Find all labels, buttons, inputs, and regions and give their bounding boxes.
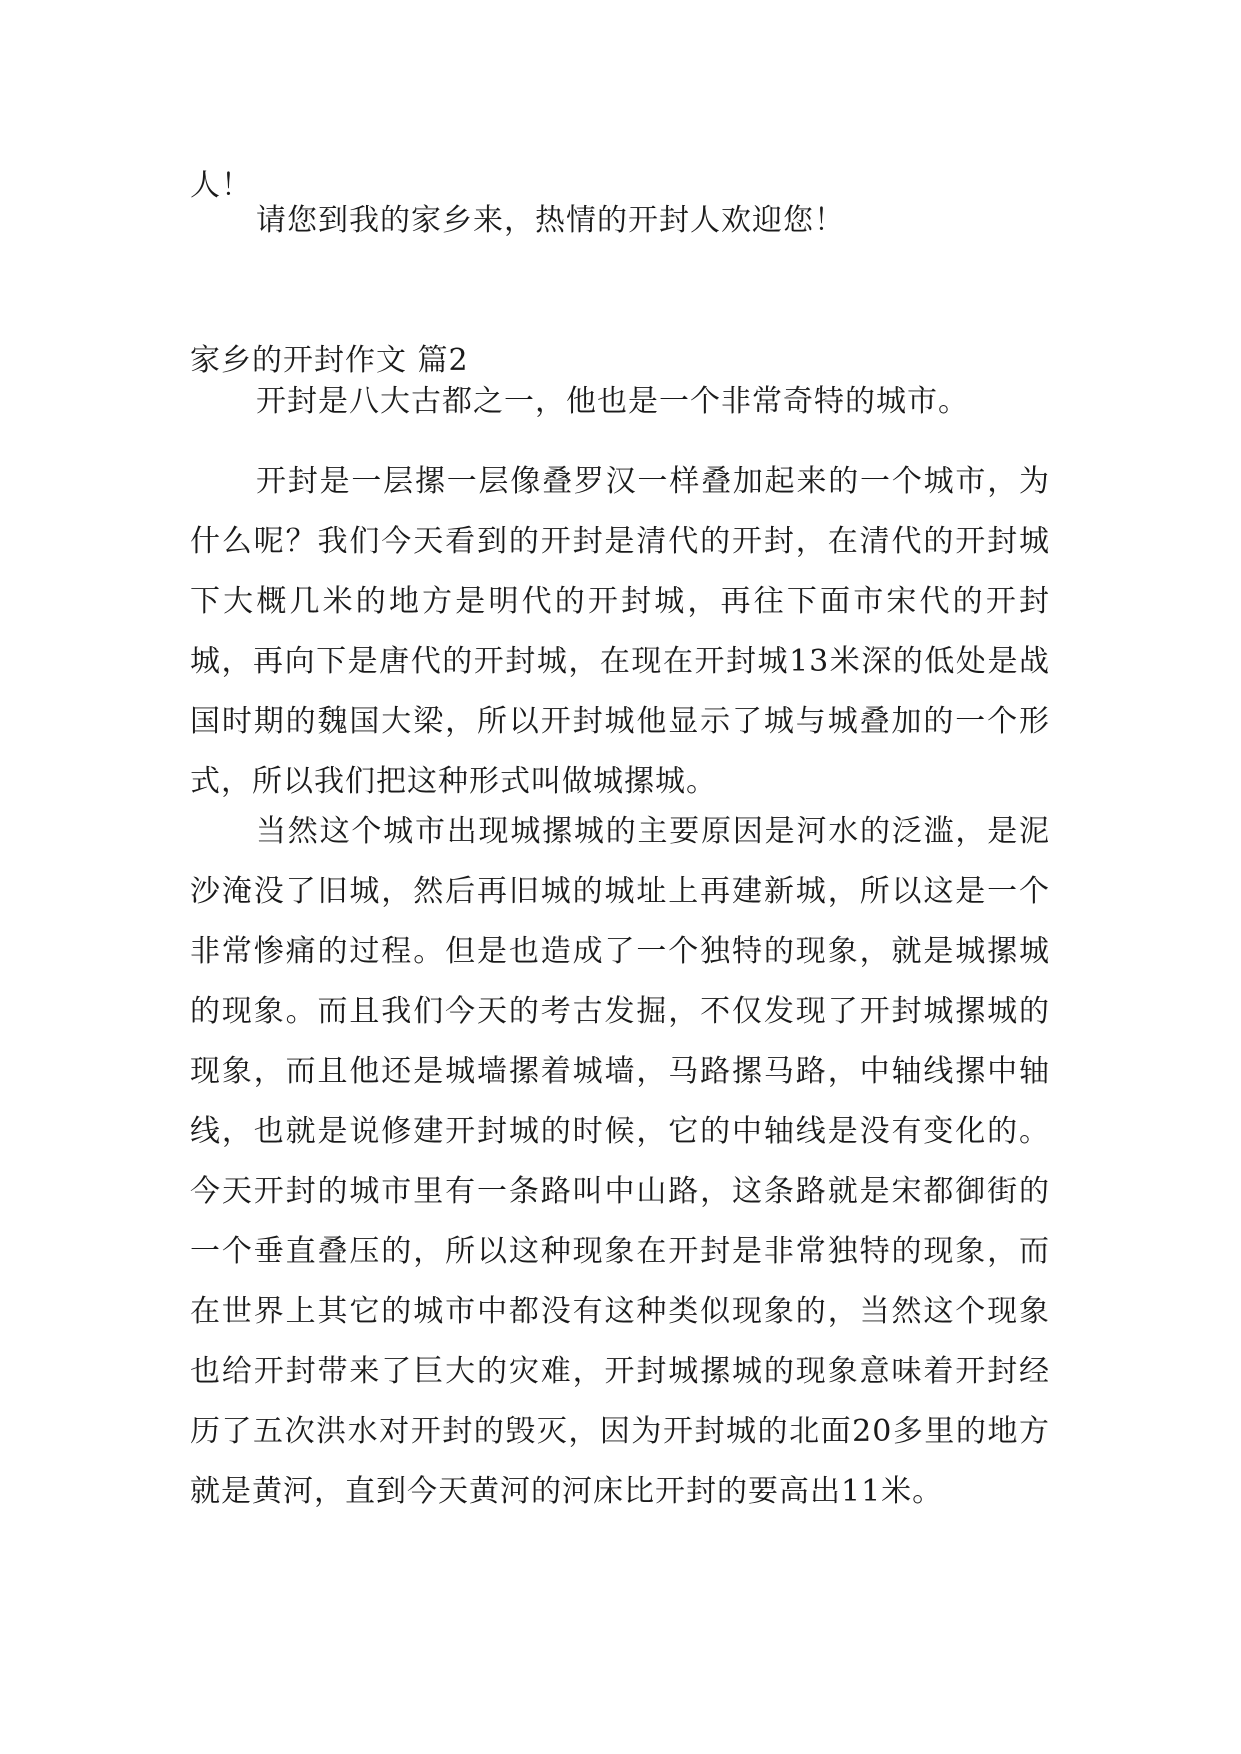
section-heading: 家乡的开封作文 篇2 (190, 343, 469, 378)
paragraph-flood-cause: 当然这个城市出现城摞城的主要原因是河水的泛滥，是泥沙淹没了旧城，然后再旧城的城址上再建新城，所以这是一个非常惨痛的过程。但是也造成了一个独特的现象，就是城摞城的现象。而且我们今天的考古发掘，不仅发现了开封城摞城的现象，而且他还是城墙摞着城墙，马路摞马路，中轴线摞中轴线，也就是说修建开封城的时候，它的中轴线是没有变化的。今天开封的城市里有一条路叫中山路，这条路就是宋都御街的一个垂直叠压的，所以这种现象在开封是非常独特的现象，而在世界上其它的城市中都没有这种类似现象的，当然这个现象也给开封带来了巨大的灾难，开封城摞城的现象意味着开封经历了五次洪水对开封的毁灭，因为开封城的北面20多里的地方就是黄河，直到今天黄河的河床比开封的要高出11米。 (190, 814, 1050, 1509)
paragraph-invitation: 请您到我的家乡来，热情的开封人欢迎您！ (256, 203, 845, 238)
paragraph-continuation: 人！ (190, 168, 252, 203)
paragraph-intro: 开封是八大古都之一，他也是一个非常奇特的城市。 (256, 384, 969, 419)
paragraph-layered-city: 开封是一层摞一层像叠罗汉一样叠加起来的一个城市，为什么呢？我们今天看到的开封是清代的开封，在清代的开封城下大概几米的地方是明代的开封城，再往下面市宋代的开封城，再向下是唐代的开封城，在现在开封城13米深的低处是战国时期的魏国大梁，所以开封城他显示了城与城叠加的一个形式，所以我们把这种形式叫做城摞城。 (190, 464, 1050, 799)
